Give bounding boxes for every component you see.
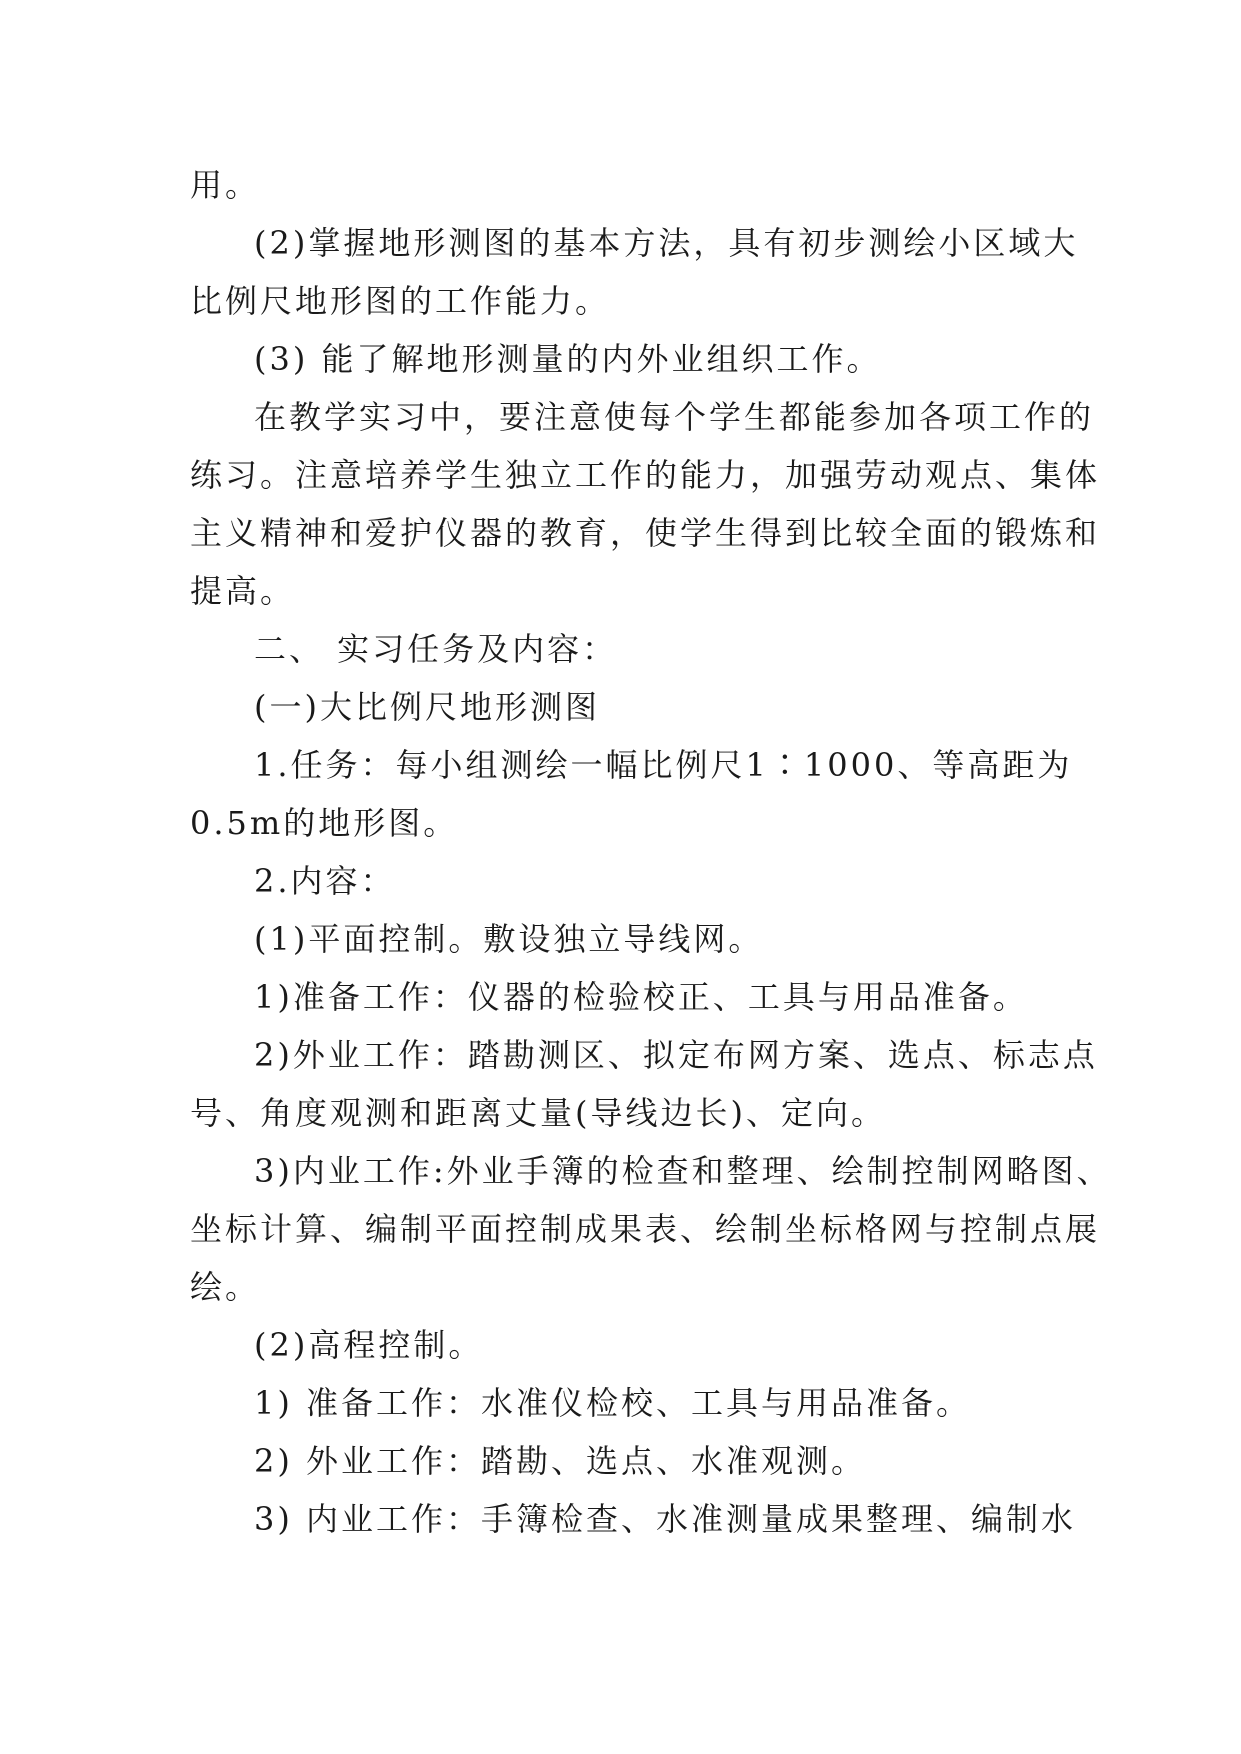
text-line: 0.5m的地形图。 xyxy=(190,804,459,842)
text-line: 绘。 xyxy=(190,1268,261,1306)
text-line: 3)内业工作:外业手簿的检查和整理、绘制控制网略图、 xyxy=(254,1152,1112,1190)
section-heading: 二、 实习任务及内容： xyxy=(254,630,618,668)
text-line: 号、角度观测和距离丈量(导线边长)、定向。 xyxy=(190,1094,886,1132)
text-line: (1)平面控制。敷设独立导线网。 xyxy=(254,920,764,958)
text-line: 1)准备工作：仪器的检验校正、工具与用品准备。 xyxy=(254,978,1028,1016)
text-line: 2)外业工作：踏勘测区、拟定布网方案、选点、标志点 xyxy=(254,1036,1098,1074)
subsection-heading: (一)大比例尺地形测图 xyxy=(254,688,600,726)
text-line: (2)掌握地形测图的基本方法，具有初步测绘小区域大 xyxy=(254,224,1079,262)
text-line: 2.内容： xyxy=(254,862,396,900)
text-line: (2)高程控制。 xyxy=(254,1326,484,1364)
text-line: 在教学实习中，要注意使每个学生都能参加各项工作的 xyxy=(254,398,1095,436)
text-line: 练习。注意培养学生独立工作的能力，加强劳动观点、集体 xyxy=(190,456,1101,494)
text-line: 用。 xyxy=(190,166,261,204)
text-line: (3) 能了解地形测量的内外业组织工作。 xyxy=(254,340,882,378)
text-line: 坐标计算、编制平面控制成果表、绘制坐标格网与控制点展 xyxy=(190,1210,1101,1248)
text-line: 比例尺地形图的工作能力。 xyxy=(190,282,611,320)
text-line: 1) 准备工作：水准仪检校、工具与用品准备。 xyxy=(254,1384,972,1422)
text-line: 主义精神和爱护仪器的教育，使学生得到比较全面的锻炼和 xyxy=(190,514,1101,552)
text-line: 1.任务：每小组测绘一幅比例尺1∶1000、等高距为 xyxy=(254,746,1073,784)
text-line: 3) 内业工作：手簿检查、水准测量成果整理、编制水 xyxy=(254,1500,1077,1538)
text-line: 2) 外业工作：踏勘、选点、水准观测。 xyxy=(254,1442,867,1480)
text-line: 提高。 xyxy=(190,572,296,610)
